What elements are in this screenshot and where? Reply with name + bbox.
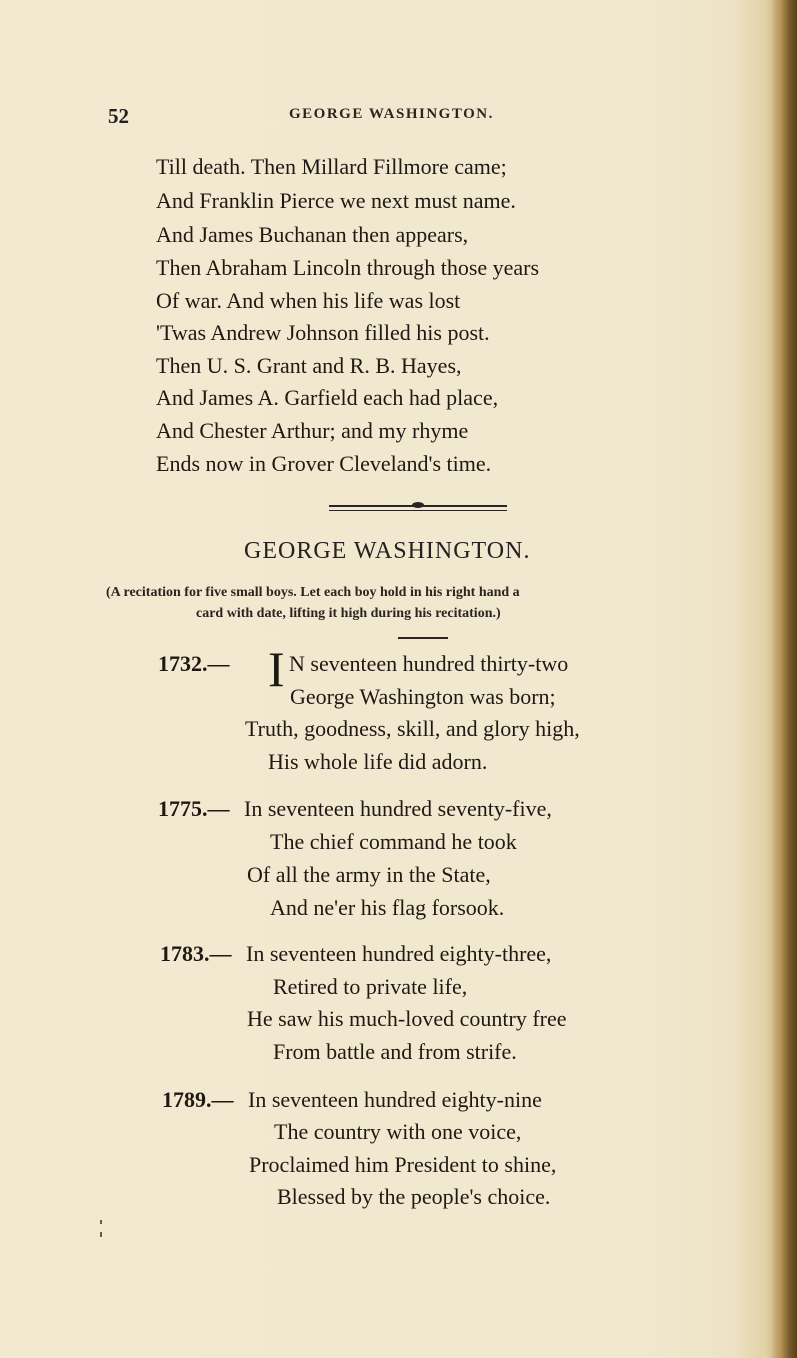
verse-line: His whole life did adorn.: [268, 749, 488, 774]
poem-line: Ends now in Grover Cleveland's time.: [156, 451, 492, 476]
running-title: GEORGE WASHINGTON.: [289, 106, 494, 122]
verse-line: Of all the army in the State,: [247, 862, 491, 887]
book-spine-shadow: [771, 0, 797, 1358]
poem-line: And Chester Arthur; and my rhyme: [156, 418, 469, 443]
poem-line: And James A. Garfield each had place,: [156, 385, 499, 410]
verse-year: 1732.—: [158, 651, 230, 676]
verse-line: Retired to private life,: [273, 974, 468, 999]
verse-line: In seventeen hundred eighty-nine: [248, 1087, 542, 1112]
poem-line: 'Twas Andrew Johnson filled his post.: [156, 320, 490, 345]
verse-year: 1775.—: [158, 796, 230, 821]
poem-line: And Franklin Pierce we next must name.: [156, 188, 516, 213]
page-blemish: [100, 1232, 102, 1237]
verse-line: Blessed by the people's choice.: [277, 1184, 551, 1209]
poem-line: And James Buchanan then appears,: [156, 222, 469, 247]
short-rule: [398, 637, 448, 639]
verse-line: He saw his much-loved country free: [247, 1006, 567, 1031]
verse-line: N seventeen hundred thirty-two: [289, 651, 569, 676]
verse-line: Proclaimed him President to shine,: [249, 1152, 557, 1177]
divider-ornament: [412, 502, 424, 508]
poem-line: Of war. And when his life was lost: [156, 288, 461, 313]
poem-line: Then Abraham Lincoln through those years: [156, 255, 540, 280]
verse-line: From battle and from strife.: [273, 1039, 517, 1064]
verse-line: Truth, goodness, skill, and glory high,: [245, 716, 580, 741]
page-blemish: [100, 1220, 102, 1224]
section-title: GEORGE WASHINGTON.: [244, 538, 531, 564]
verse-year: 1783.—: [160, 941, 232, 966]
verse-line: In seventeen hundred eighty-three,: [246, 941, 552, 966]
intro-note-line: (A recitation for five small boys. Let each boy hold in his right hand a: [106, 585, 520, 600]
verse-line: George Washington was born;: [290, 684, 556, 709]
drop-cap: I: [268, 641, 285, 697]
verse-line: And ne'er his flag forsook.: [270, 895, 505, 920]
intro-note-line: card with date, lifting it high during his recitation.): [196, 606, 501, 621]
verse-year: 1789.—: [162, 1087, 234, 1112]
poem-line: Then U. S. Grant and R. B. Hayes,: [156, 353, 462, 378]
verse-line: In seventeen hundred seventy-five,: [244, 796, 552, 821]
page-number: 52: [108, 104, 129, 128]
verse-line: The country with one voice,: [274, 1119, 522, 1144]
verse-line: The chief command he took: [270, 829, 517, 854]
poem-line: Till death. Then Millard Fillmore came;: [156, 154, 507, 179]
